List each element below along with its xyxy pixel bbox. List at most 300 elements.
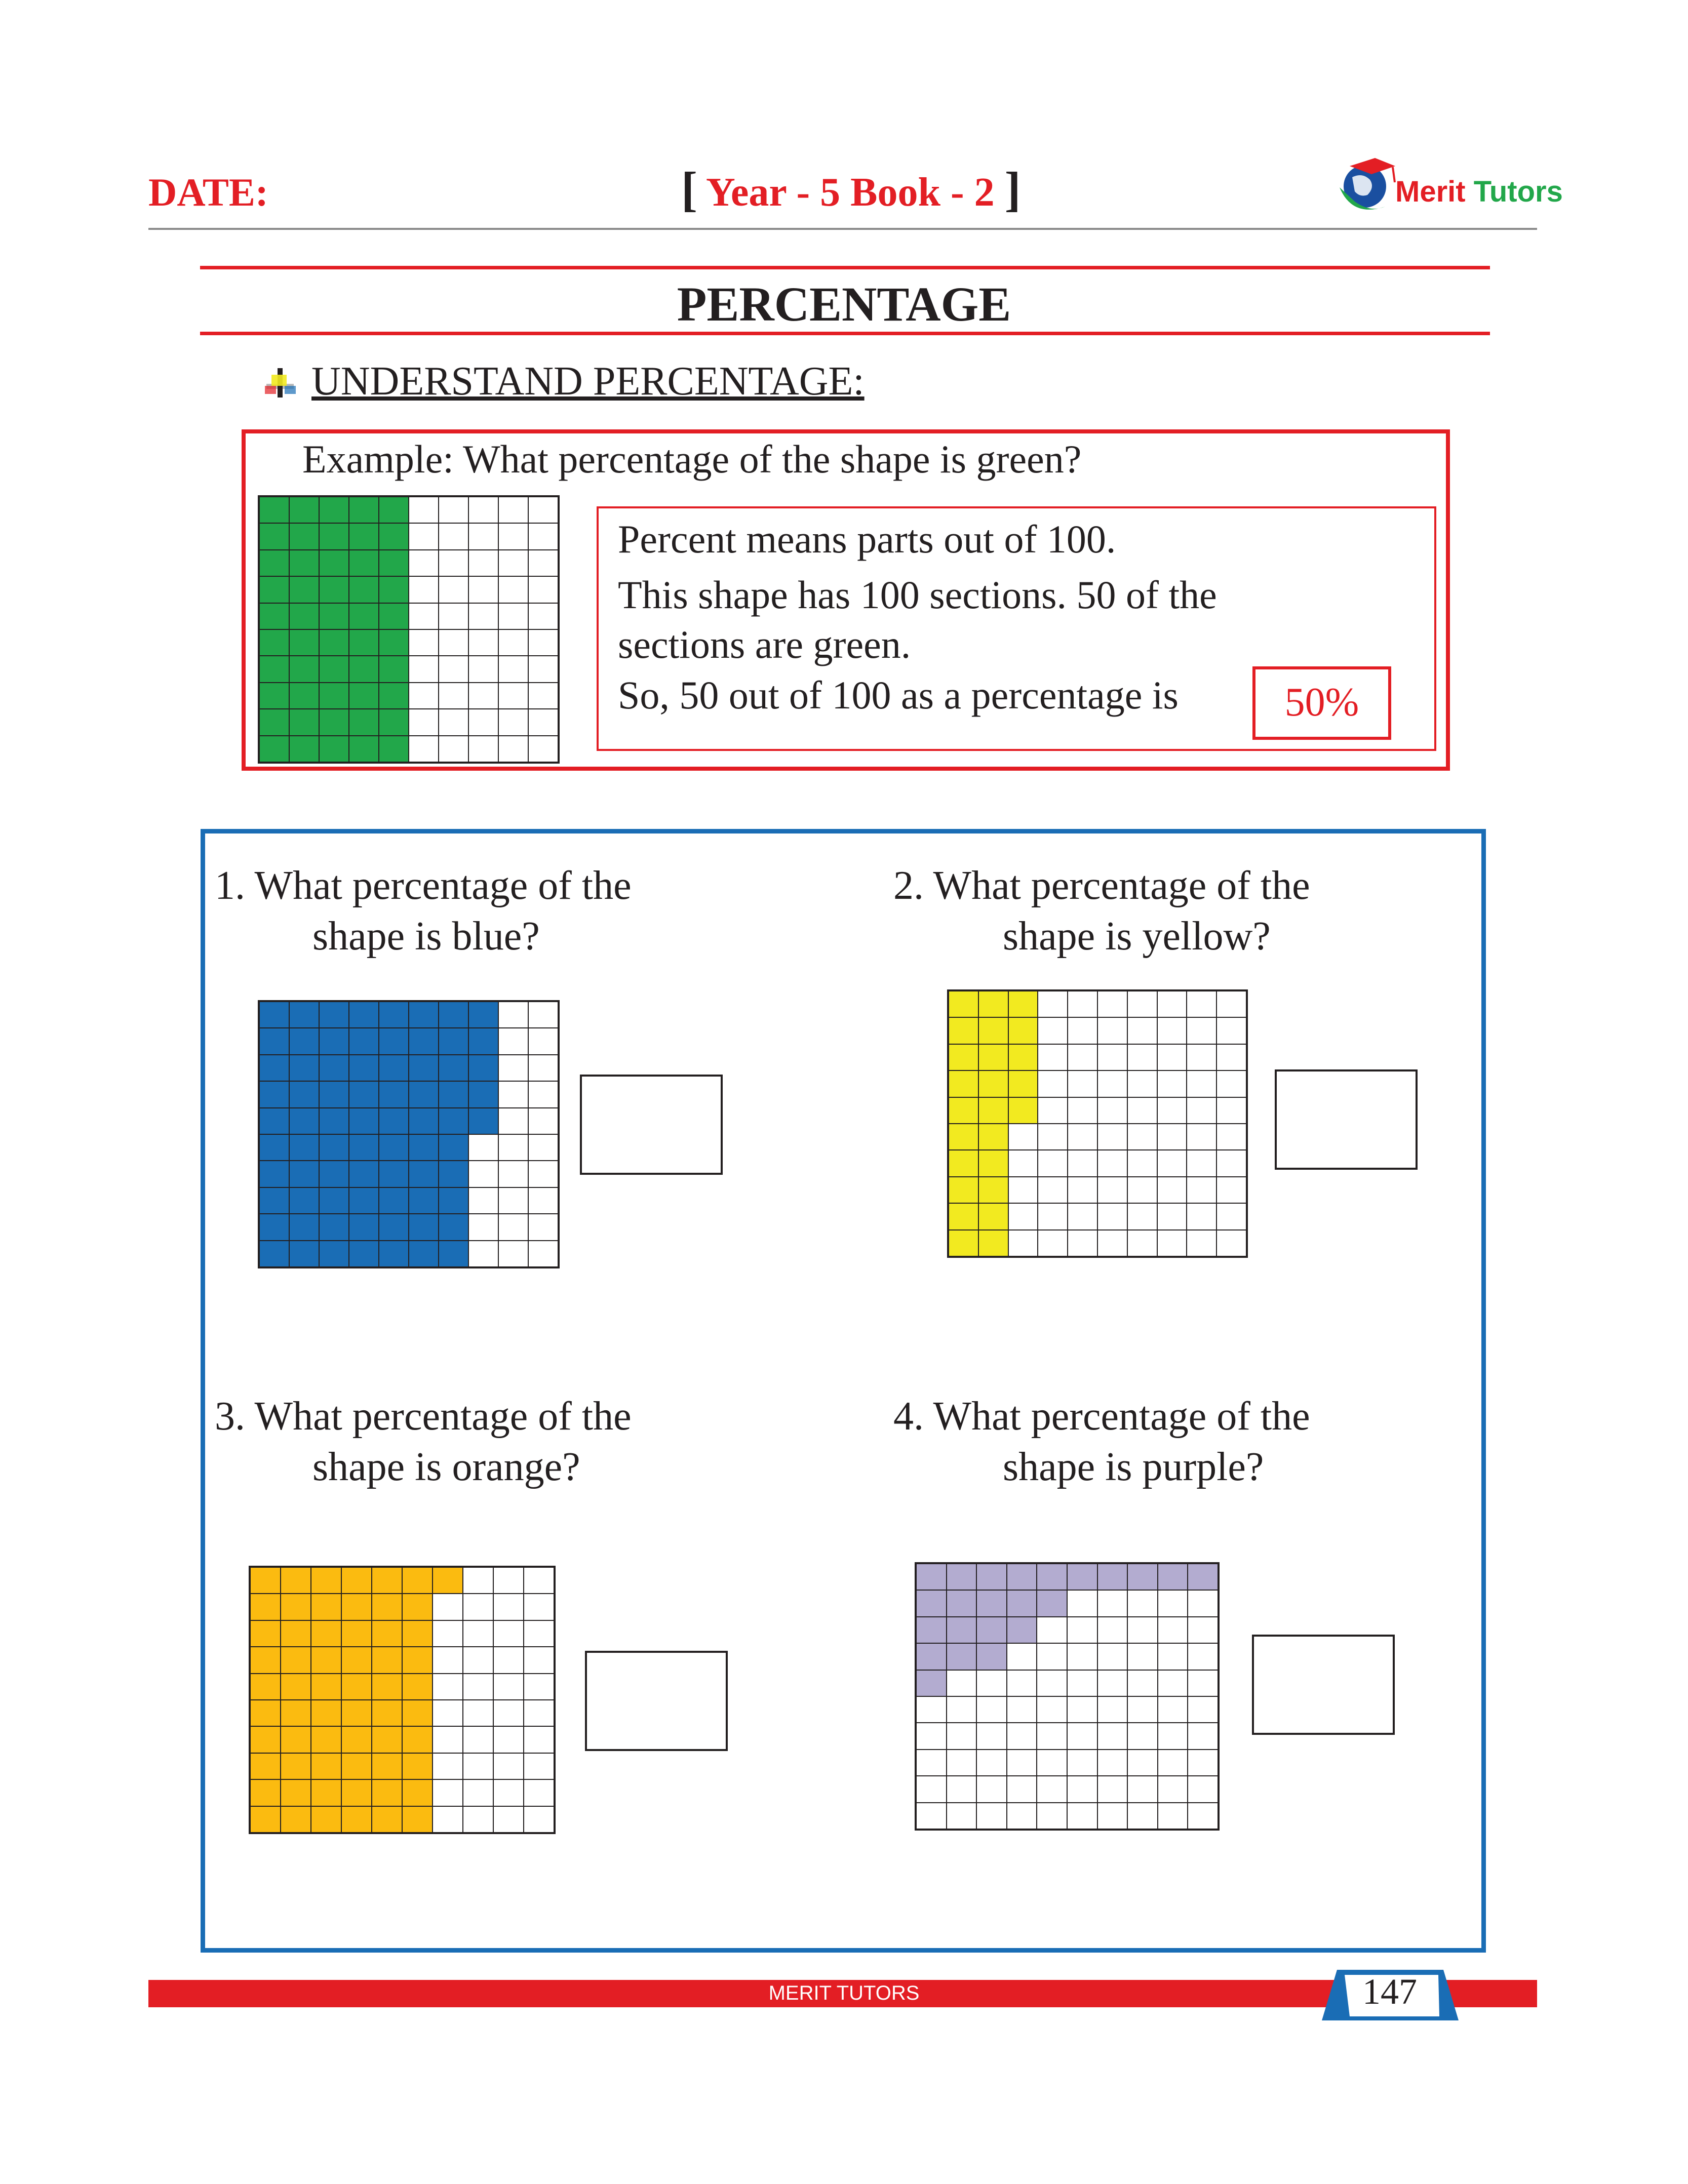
grid-cell <box>1037 1643 1067 1670</box>
grid-cell <box>468 736 498 762</box>
grid-cell <box>379 629 409 656</box>
grid-cell <box>409 1028 439 1054</box>
page-title: PERCENTAGE <box>677 277 1011 331</box>
grid-cell <box>1127 1017 1157 1044</box>
grid-cell <box>1038 1017 1068 1044</box>
grid-cell <box>949 1097 978 1124</box>
grid-cell <box>289 1028 319 1054</box>
grid-cell <box>1067 1750 1097 1776</box>
grid-cell <box>379 1241 409 1267</box>
grid-cell <box>439 1081 468 1107</box>
grid-cell <box>409 1081 439 1107</box>
grid-cell <box>947 1750 977 1776</box>
grid-cell <box>409 576 439 603</box>
grid-cell <box>1067 1670 1097 1696</box>
grid-cell <box>1007 1696 1037 1723</box>
grid-cell <box>1068 1017 1097 1044</box>
grid-cell <box>976 1803 1007 1829</box>
grid-cell <box>1008 1097 1038 1124</box>
grid-cell <box>379 1108 409 1134</box>
grid-cell <box>463 1674 493 1700</box>
grid-cell <box>978 1044 1008 1070</box>
grid-cell <box>250 1594 281 1620</box>
logo-word-merit: Merit <box>1395 175 1466 208</box>
grid-cell <box>341 1567 372 1594</box>
grid-cell <box>319 656 349 682</box>
grid-cell <box>341 1647 372 1673</box>
grid-cell <box>439 603 468 629</box>
grid-cell <box>493 1700 524 1726</box>
grid-cell <box>409 550 439 576</box>
grid-cell <box>341 1674 372 1700</box>
grid-cell <box>349 629 379 656</box>
grid-cell <box>1188 1750 1218 1776</box>
grid-cell <box>949 1150 978 1176</box>
grid-cell <box>289 683 319 709</box>
grid-cell <box>402 1753 433 1779</box>
grid-cell <box>281 1779 311 1806</box>
grid-cell <box>524 1700 554 1726</box>
grid-cell <box>259 497 289 523</box>
grid-cell <box>1127 1150 1157 1176</box>
grid-cell <box>1127 1044 1157 1070</box>
grid-cell <box>1037 1803 1067 1829</box>
grid-cell <box>289 497 319 523</box>
grid-cell <box>1188 1803 1218 1829</box>
grid-cell <box>250 1674 281 1700</box>
grid-cell <box>468 1002 498 1028</box>
grid-cell <box>524 1594 554 1620</box>
grid-cell <box>259 1134 289 1161</box>
grid-cell <box>319 1214 349 1240</box>
grid-cell <box>1127 1203 1157 1229</box>
grid-cell <box>1187 1177 1216 1203</box>
grid-cell <box>409 656 439 682</box>
footer-text: MERIT TUTORS <box>768 1982 920 2004</box>
grid-cell <box>528 709 558 735</box>
grid-cell <box>1067 1643 1097 1670</box>
grid-cell <box>1187 1017 1216 1044</box>
grid-cell <box>1216 1017 1246 1044</box>
grid-cell <box>1188 1590 1218 1616</box>
grid-cell <box>1007 1723 1037 1749</box>
grid-cell <box>528 1134 558 1161</box>
grid-cell <box>379 1214 409 1240</box>
grid-cell <box>978 1203 1008 1229</box>
grid-cell <box>281 1620 311 1647</box>
grid-cell <box>1127 1097 1157 1124</box>
grid-cell <box>439 1055 468 1081</box>
grid-cell <box>289 1214 319 1240</box>
grid-cell <box>289 1081 319 1107</box>
grid-cell <box>1158 1617 1188 1643</box>
title-bottom-rule <box>200 332 1490 335</box>
grid-cell <box>439 1134 468 1161</box>
grid-cell <box>341 1620 372 1647</box>
grid-cell <box>468 709 498 735</box>
grid-cell <box>498 603 528 629</box>
grid-cell <box>372 1567 402 1594</box>
grid-cell <box>1038 1124 1068 1150</box>
grid-cell <box>341 1594 372 1620</box>
grid-cell <box>439 523 468 549</box>
grid-cell <box>281 1753 311 1779</box>
grid-cell <box>259 1214 289 1240</box>
grid-cell <box>1008 1124 1038 1150</box>
grid-cell <box>319 1028 349 1054</box>
grid-cell <box>1007 1670 1037 1696</box>
question-2-answer-box[interactable] <box>1275 1069 1418 1170</box>
grid-cell <box>259 603 289 629</box>
grid-cell <box>1097 1776 1128 1802</box>
grid-cell <box>1127 1070 1157 1097</box>
grid-cell <box>498 1108 528 1134</box>
grid-cell <box>289 1134 319 1161</box>
grid-cell <box>250 1700 281 1726</box>
grid-cell <box>528 1161 558 1187</box>
grid-cell <box>1097 1803 1128 1829</box>
grid-cell <box>498 1002 528 1028</box>
grid-cell <box>289 1187 319 1214</box>
grid-cell <box>439 1214 468 1240</box>
grid-cell <box>349 1028 379 1054</box>
grid-cell <box>1038 1044 1068 1070</box>
grid-cell <box>463 1700 493 1726</box>
grid-cell <box>1037 1696 1067 1723</box>
grid-cell <box>1007 1643 1037 1670</box>
grid-cell <box>1038 991 1068 1017</box>
grid-cell <box>1127 1643 1158 1670</box>
grid-cell <box>1068 991 1097 1017</box>
grid-cell <box>402 1647 433 1673</box>
grid-cell <box>947 1670 977 1696</box>
grid-cell <box>1157 1203 1187 1229</box>
grid-cell <box>1008 1203 1038 1229</box>
grid-cell <box>259 1108 289 1134</box>
question-2-line-1: 2. What percentage of the <box>893 863 1310 908</box>
grid-cell <box>528 576 558 603</box>
grid-cell <box>493 1674 524 1700</box>
grid-cell <box>379 1187 409 1214</box>
grid-cell <box>976 1723 1007 1749</box>
grid-cell <box>1067 1564 1097 1590</box>
grid-cell <box>1187 1124 1216 1150</box>
grid-cell <box>1187 1044 1216 1070</box>
grid-cell <box>319 1081 349 1107</box>
grid-cell <box>409 1055 439 1081</box>
grid-cell <box>319 1055 349 1081</box>
grid-cell <box>528 1214 558 1240</box>
grid-cell <box>1037 1670 1067 1696</box>
grid-cell <box>468 1161 498 1187</box>
grid-cell <box>379 576 409 603</box>
grid-cell <box>1188 1776 1218 1802</box>
grid-cell <box>468 576 498 603</box>
question-4-answer-box[interactable] <box>1252 1635 1395 1735</box>
grid-cell <box>1037 1723 1067 1749</box>
question-3-grid <box>249 1566 556 1834</box>
grid-cell <box>1068 1070 1097 1097</box>
question-1-line-1: 1. What percentage of the <box>215 863 632 908</box>
grid-cell <box>439 736 468 762</box>
grid-cell <box>1037 1617 1067 1643</box>
grid-cell <box>498 736 528 762</box>
grid-cell <box>439 1161 468 1187</box>
grid-cell <box>1157 1177 1187 1203</box>
grid-cell <box>281 1806 311 1833</box>
grid-cell <box>259 1187 289 1214</box>
grid-cell <box>1187 1150 1216 1176</box>
grid-cell <box>409 497 439 523</box>
grid-cell <box>319 1187 349 1214</box>
grid-cell <box>528 523 558 549</box>
grid-cell <box>1097 1150 1127 1176</box>
grid-cell <box>349 656 379 682</box>
grid-cell <box>1158 1696 1188 1723</box>
grid-cell <box>528 550 558 576</box>
question-4-grid <box>915 1562 1220 1831</box>
grid-cell <box>1007 1564 1037 1590</box>
question-1-answer-box[interactable] <box>580 1075 723 1175</box>
grid-cell <box>1127 1696 1158 1723</box>
grid-cell <box>916 1803 947 1829</box>
grid-cell <box>433 1620 463 1647</box>
grid-cell <box>1007 1617 1037 1643</box>
grid-cell <box>528 736 558 762</box>
grid-cell <box>433 1674 463 1700</box>
grid-cell <box>341 1726 372 1753</box>
grid-cell <box>341 1753 372 1779</box>
grid-cell <box>498 1081 528 1107</box>
grid-cell <box>319 603 349 629</box>
grid-cell <box>463 1567 493 1594</box>
grid-cell <box>1127 1124 1157 1150</box>
grid-cell <box>1068 1177 1097 1203</box>
grid-cell <box>319 576 349 603</box>
question-2-grid <box>947 989 1248 1258</box>
grid-cell <box>289 1241 319 1267</box>
grid-cell <box>319 736 349 762</box>
grid-cell <box>498 683 528 709</box>
grid-cell <box>463 1726 493 1753</box>
grid-cell <box>1127 1590 1158 1616</box>
grid-cell <box>524 1620 554 1647</box>
grid-cell <box>409 603 439 629</box>
explanation-line-3: sections are green. <box>618 622 911 666</box>
grid-cell <box>1157 1070 1187 1097</box>
grid-cell <box>463 1806 493 1833</box>
grid-cell <box>1068 1203 1097 1229</box>
grid-cell <box>498 523 528 549</box>
grid-cell <box>250 1620 281 1647</box>
grid-cell <box>259 683 289 709</box>
grid-cell <box>976 1617 1007 1643</box>
grid-cell <box>349 736 379 762</box>
grid-cell <box>379 1028 409 1054</box>
grid-cell <box>528 497 558 523</box>
grid-cell <box>409 736 439 762</box>
grid-cell <box>1097 1670 1128 1696</box>
grid-cell <box>524 1674 554 1700</box>
grid-cell <box>949 1203 978 1229</box>
grid-cell <box>402 1700 433 1726</box>
grid-cell <box>311 1620 341 1647</box>
grid-cell <box>1127 1670 1158 1696</box>
grid-cell <box>1157 1044 1187 1070</box>
grid-cell <box>341 1806 372 1833</box>
grid-cell <box>402 1726 433 1753</box>
grid-cell <box>259 1028 289 1054</box>
grid-cell <box>498 1055 528 1081</box>
grid-cell <box>1188 1617 1218 1643</box>
grid-cell <box>916 1723 947 1749</box>
grid-cell <box>1127 1723 1158 1749</box>
grid-cell <box>250 1779 281 1806</box>
explanation-line-2: This shape has 100 sections. 50 of the <box>618 573 1217 617</box>
grid-cell <box>1007 1803 1037 1829</box>
grid-cell <box>1216 1097 1246 1124</box>
grid-cell <box>947 1617 977 1643</box>
bracket-open: [ <box>681 162 697 216</box>
grid-cell <box>1187 1230 1216 1256</box>
grid-cell <box>439 1241 468 1267</box>
grid-cell <box>281 1700 311 1726</box>
grid-cell <box>1097 1723 1128 1749</box>
grid-cell <box>463 1647 493 1673</box>
grid-cell <box>289 1161 319 1187</box>
grid-cell <box>947 1776 977 1802</box>
grid-cell <box>947 1803 977 1829</box>
grid-cell <box>1038 1203 1068 1229</box>
grid-cell <box>1097 1203 1127 1229</box>
grid-cell <box>528 1081 558 1107</box>
grid-cell <box>433 1700 463 1726</box>
grid-cell <box>379 1161 409 1187</box>
grid-cell <box>402 1674 433 1700</box>
grid-cell <box>498 550 528 576</box>
grid-cell <box>439 709 468 735</box>
question-4-line-2: shape is purple? <box>1003 1445 1264 1489</box>
grid-cell <box>311 1806 341 1833</box>
grid-cell <box>372 1674 402 1700</box>
grid-cell <box>1037 1564 1067 1590</box>
grid-cell <box>949 1017 978 1044</box>
grid-cell <box>409 1134 439 1161</box>
grid-cell <box>341 1779 372 1806</box>
grid-cell <box>289 603 319 629</box>
grid-cell <box>524 1779 554 1806</box>
grid-cell <box>281 1674 311 1700</box>
grid-cell <box>409 1161 439 1187</box>
grid-cell <box>289 709 319 735</box>
grid-cell <box>259 1241 289 1267</box>
grid-cell <box>379 1134 409 1161</box>
grid-cell <box>493 1647 524 1673</box>
grid-cell <box>498 1241 528 1267</box>
grid-cell <box>493 1594 524 1620</box>
grid-cell <box>463 1779 493 1806</box>
grid-cell <box>468 1134 498 1161</box>
grid-cell <box>1188 1670 1218 1696</box>
question-2-line-2: shape is yellow? <box>1003 914 1271 959</box>
grid-cell <box>1038 1177 1068 1203</box>
grid-cell <box>976 1590 1007 1616</box>
grid-cell <box>468 629 498 656</box>
grid-cell <box>916 1670 947 1696</box>
grid-cell <box>978 1124 1008 1150</box>
grid-cell <box>289 523 319 549</box>
grid-cell <box>468 1108 498 1134</box>
grid-cell <box>498 709 528 735</box>
grid-cell <box>978 1177 1008 1203</box>
grid-cell <box>319 709 349 735</box>
grid-cell <box>468 683 498 709</box>
grid-cell <box>1097 1696 1128 1723</box>
grid-cell <box>409 709 439 735</box>
grid-cell <box>1216 991 1246 1017</box>
grid-cell <box>259 550 289 576</box>
grid-cell <box>409 1214 439 1240</box>
grid-cell <box>311 1779 341 1806</box>
grid-cell <box>349 1002 379 1028</box>
grid-cell <box>319 1241 349 1267</box>
grid-cell <box>1097 1564 1128 1590</box>
grid-cell <box>949 991 978 1017</box>
grid-cell <box>1038 1150 1068 1176</box>
question-3-answer-box[interactable] <box>585 1651 728 1751</box>
grid-cell <box>1097 1070 1127 1097</box>
grid-cell <box>1097 1617 1128 1643</box>
grid-cell <box>493 1753 524 1779</box>
grid-cell <box>1067 1723 1097 1749</box>
grid-cell <box>379 709 409 735</box>
grid-cell <box>916 1643 947 1670</box>
grid-cell <box>1037 1750 1067 1776</box>
grid-cell <box>1068 1150 1097 1176</box>
grid-cell <box>1157 1017 1187 1044</box>
grid-cell <box>1097 1590 1128 1616</box>
question-1-grid <box>258 1000 560 1268</box>
bracket-close: ] <box>1004 162 1021 216</box>
grid-cell <box>439 1187 468 1214</box>
grid-cell <box>379 523 409 549</box>
grid-cell <box>468 603 498 629</box>
grid-cell <box>372 1806 402 1833</box>
grid-cell <box>1158 1750 1188 1776</box>
grid-cell <box>468 1081 498 1107</box>
logo-word-tutors: Tutors <box>1473 175 1563 208</box>
grid-cell <box>949 1070 978 1097</box>
grid-cell <box>311 1753 341 1779</box>
grid-cell <box>524 1647 554 1673</box>
grid-cell <box>319 1134 349 1161</box>
date-label: DATE: <box>148 170 268 214</box>
grid-cell <box>1007 1590 1037 1616</box>
example-grid <box>258 495 560 764</box>
grid-cell <box>433 1753 463 1779</box>
grid-cell <box>439 550 468 576</box>
grid-cell <box>259 1161 289 1187</box>
grid-cell <box>349 497 379 523</box>
grid-cell <box>372 1620 402 1647</box>
grid-cell <box>1158 1776 1188 1802</box>
grid-cell <box>1216 1070 1246 1097</box>
grid-cell <box>528 1002 558 1028</box>
grid-cell <box>1067 1590 1097 1616</box>
grid-cell <box>976 1750 1007 1776</box>
grid-cell <box>1187 1070 1216 1097</box>
grid-cell <box>311 1674 341 1700</box>
